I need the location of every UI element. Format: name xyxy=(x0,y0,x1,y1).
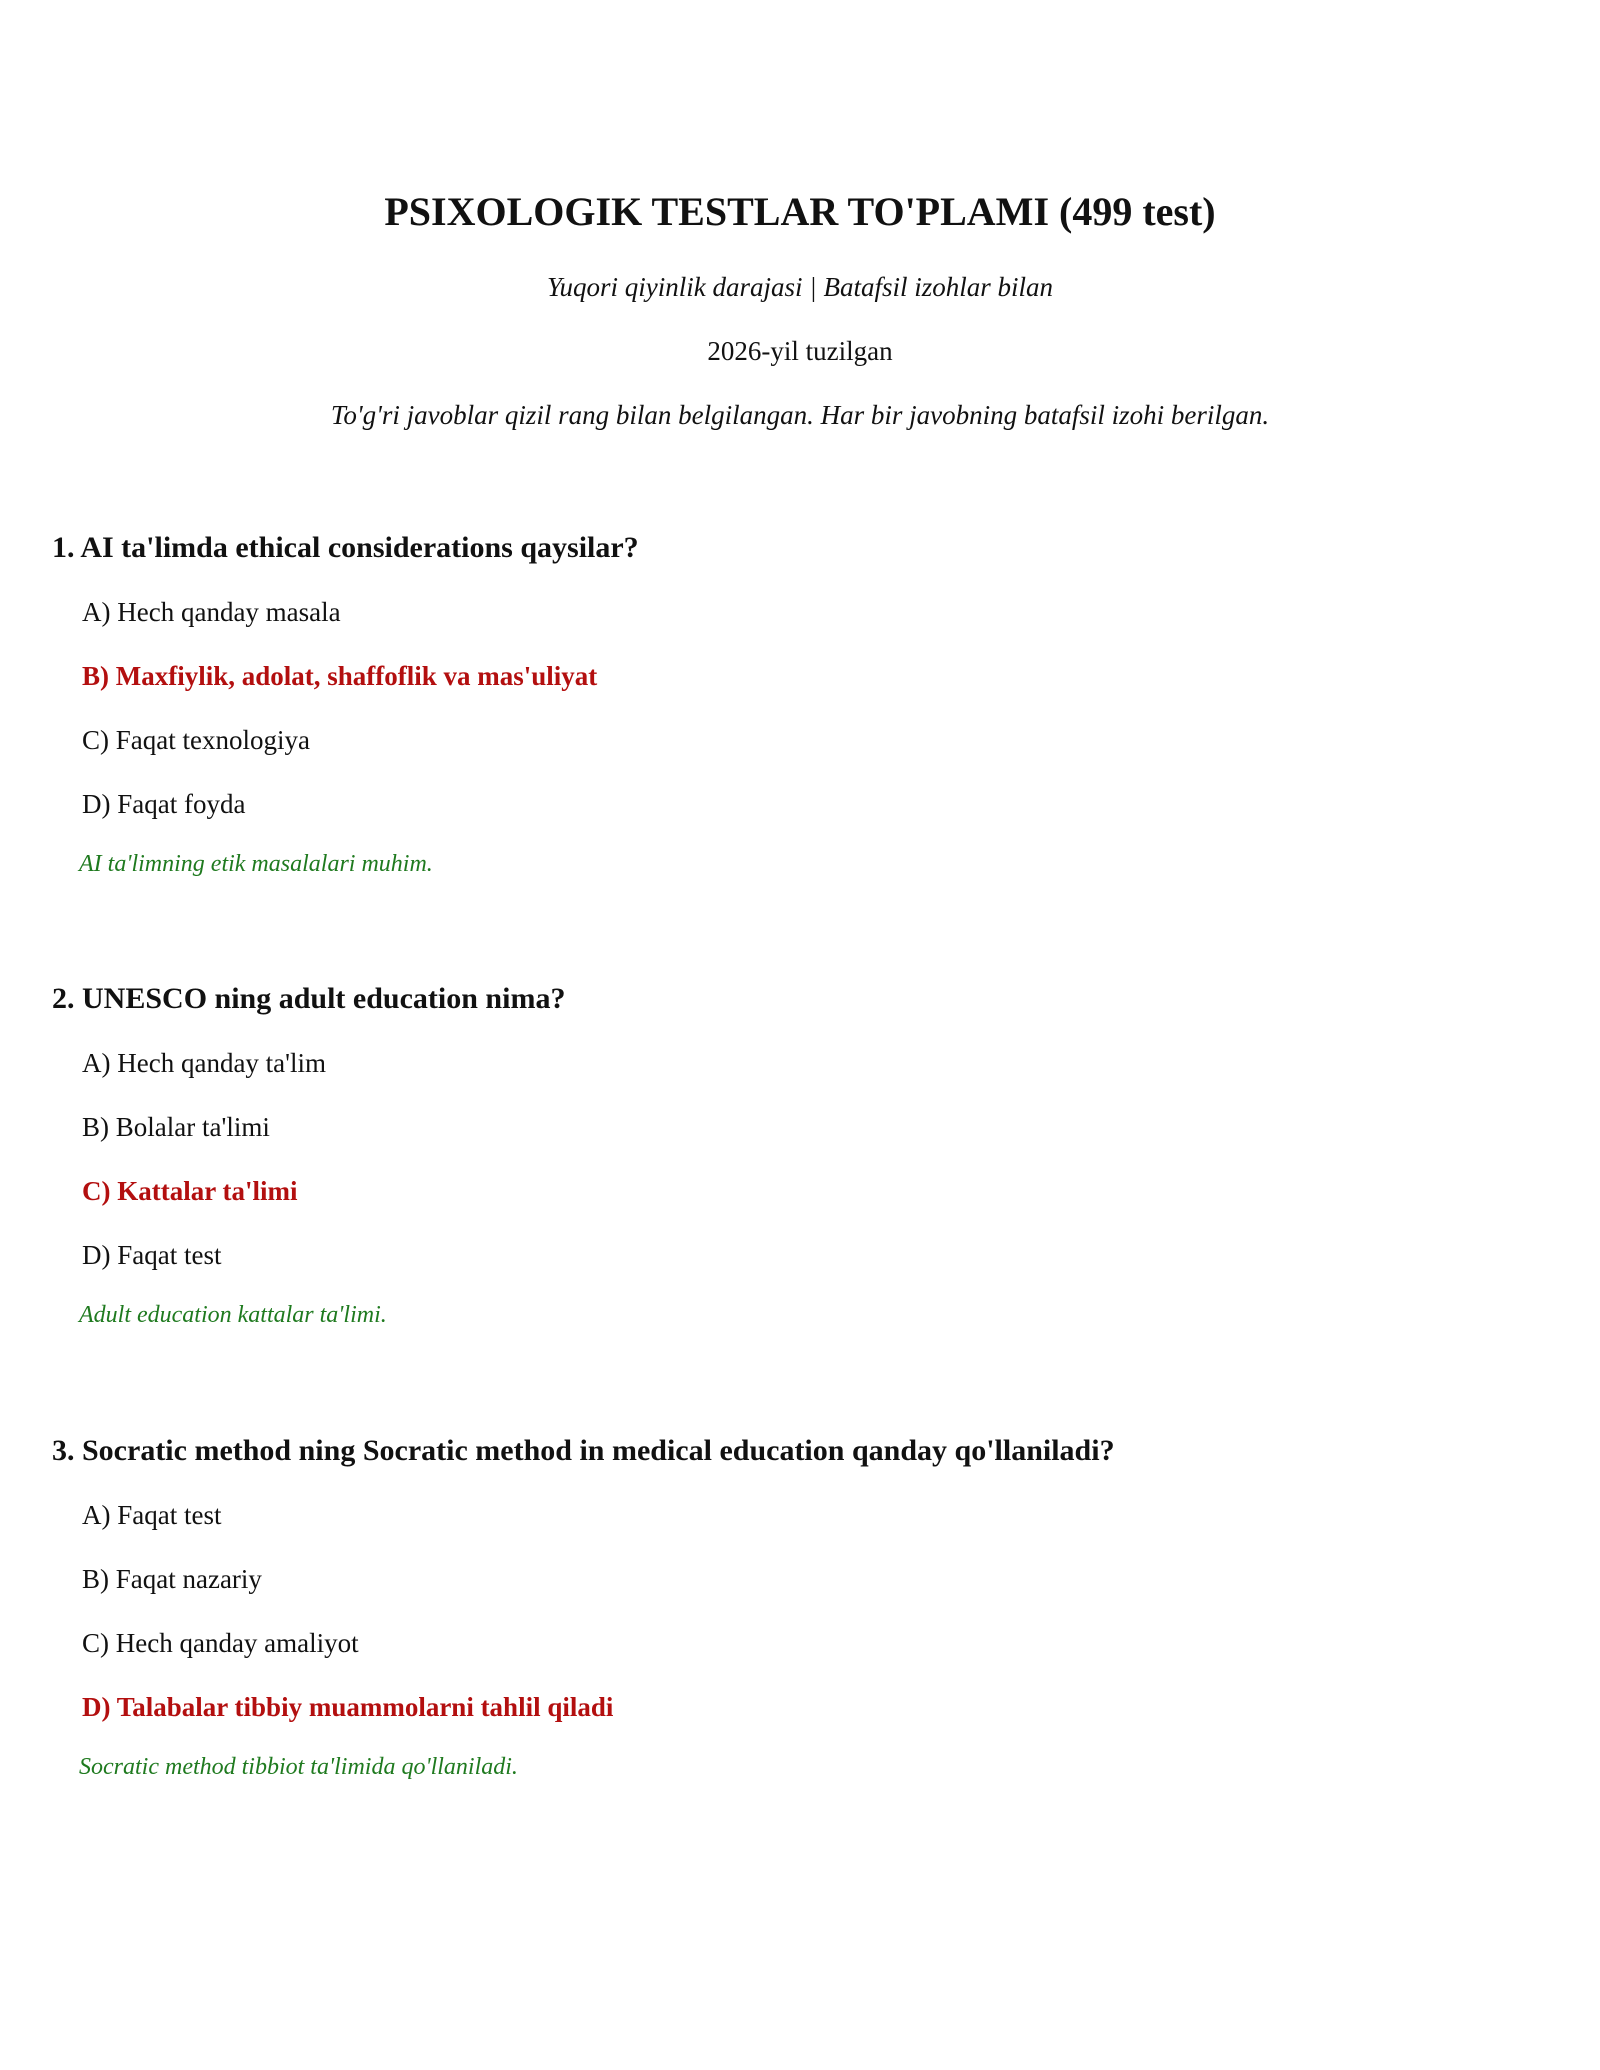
answer-option-a: A) Hech qanday masala xyxy=(82,597,341,627)
answer-option-c: C) Hech qanday amaliyot xyxy=(82,1628,359,1658)
question-title: 1. AI ta'limda ethical considerations qaysilar? xyxy=(52,531,639,564)
answer-option-d-correct: D) Talabalar tibbiy muammolarni tahlil qiladi xyxy=(82,1692,614,1722)
answer-option-c: C) Faqat texnologiya xyxy=(82,725,310,755)
question-block xyxy=(52,528,1552,880)
answer-option-a: A) Faqat test xyxy=(82,1500,222,1530)
answer-explanation: AI ta'limning etik masalalari muhim. xyxy=(79,851,433,877)
question-title: 2. UNESCO ning adult education nima? xyxy=(52,982,566,1015)
answer-option-c-correct: C) Kattalar ta'limi xyxy=(82,1176,298,1206)
answer-option-b: B) Bolalar ta'limi xyxy=(82,1112,270,1142)
question-title: 3. Socratic method ning Socratic method in medical education qanday qo'llaniladi? xyxy=(52,1434,1115,1467)
document-note: To'g'ri javoblar qizil rang bilan belgilangan. Har bir javobning batafsil izohi berilgan. xyxy=(330,400,1270,430)
answer-option-b: B) Faqat nazariy xyxy=(82,1564,262,1594)
document-subtitle: Yuqori qiyinlik darajasi | Batafsil izohlar bilan xyxy=(547,272,1053,302)
answer-option-d: D) Faqat foyda xyxy=(82,789,246,819)
question-block xyxy=(52,1431,1552,1783)
answer-option-a: A) Hech qanday ta'lim xyxy=(82,1048,327,1078)
document-title: PSIXOLOGIK TESTLAR TO'PLAMI (499 test) xyxy=(384,189,1216,234)
answer-explanation: Adult education kattalar ta'limi. xyxy=(79,1302,387,1328)
answer-explanation: Socratic method tibbiot ta'limida qo'llaniladi. xyxy=(79,1754,518,1780)
document-year: 2026-yil tuzilgan xyxy=(707,336,893,366)
answer-option-b-correct: B) Maxfiylik, adolat, shaffoflik va mas'uliyat xyxy=(82,661,598,691)
answer-option-d: D) Faqat test xyxy=(82,1240,222,1270)
question-block xyxy=(52,979,1552,1331)
